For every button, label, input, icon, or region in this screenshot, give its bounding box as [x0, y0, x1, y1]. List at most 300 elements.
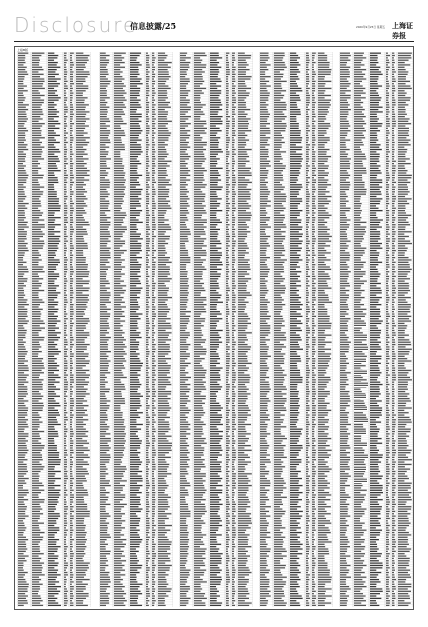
table-row — [99, 325, 173, 327]
table-row — [99, 358, 173, 360]
table-row — [259, 515, 333, 517]
table-row — [179, 470, 253, 472]
table-row — [17, 336, 91, 338]
table-row — [99, 94, 173, 96]
table-row — [17, 90, 91, 92]
table-row — [259, 179, 333, 181]
table-row — [17, 137, 91, 139]
table-row — [339, 141, 413, 143]
table-row — [339, 482, 413, 484]
table-row — [179, 484, 253, 486]
table-row — [339, 245, 413, 247]
table-row — [99, 412, 173, 414]
table-row — [179, 555, 253, 557]
table-row — [99, 299, 173, 301]
table-row — [179, 390, 253, 392]
table-row — [17, 228, 91, 230]
table-row — [99, 278, 173, 280]
table-row — [259, 318, 333, 320]
table-row — [17, 393, 91, 395]
table-row — [339, 325, 413, 327]
table-row — [17, 264, 91, 266]
table-row — [17, 473, 91, 475]
table-row — [339, 202, 413, 204]
table-row — [259, 416, 333, 418]
table-row — [339, 421, 413, 423]
table-row — [17, 550, 91, 552]
table-row — [339, 600, 413, 602]
table-row — [339, 282, 413, 284]
table-row — [339, 97, 413, 99]
table-row — [179, 419, 253, 421]
table-row — [339, 90, 413, 92]
table-row — [259, 442, 333, 444]
table-row — [259, 433, 333, 435]
table-row — [339, 475, 413, 477]
table-row — [99, 397, 173, 399]
table-row — [259, 165, 333, 167]
table-row — [259, 353, 333, 355]
table-row — [179, 130, 253, 132]
table-row — [179, 346, 253, 348]
table-row — [179, 329, 253, 331]
table-column-3-rows — [179, 52, 253, 607]
table-row — [339, 499, 413, 501]
table-row — [179, 336, 253, 338]
table-row — [17, 108, 91, 110]
table-row — [259, 264, 333, 266]
table-row — [179, 444, 253, 446]
table-row — [339, 560, 413, 562]
table-row — [179, 452, 253, 454]
table-row — [259, 193, 333, 195]
table-row — [259, 285, 333, 287]
table-row — [179, 287, 253, 289]
table-row — [179, 200, 253, 202]
table-row — [17, 278, 91, 280]
table-row — [179, 320, 253, 322]
table-row — [259, 160, 333, 162]
table-row — [17, 548, 91, 550]
table-row — [339, 534, 413, 536]
table-row — [339, 576, 413, 578]
table-row — [259, 315, 333, 317]
table-row — [259, 524, 333, 526]
table-row — [259, 226, 333, 228]
table-row — [339, 383, 413, 385]
table-row — [259, 115, 333, 117]
table-row — [17, 531, 91, 533]
table-row — [17, 308, 91, 310]
table-row — [339, 590, 413, 592]
table-row — [259, 548, 333, 550]
table-row — [339, 59, 413, 61]
table-row — [179, 209, 253, 211]
table-row — [99, 590, 173, 592]
table-row — [339, 83, 413, 85]
table-row — [259, 400, 333, 402]
table-row — [259, 407, 333, 409]
table-row — [339, 285, 413, 287]
table-row — [17, 94, 91, 96]
table-row — [339, 508, 413, 510]
table-row — [259, 170, 333, 172]
table-row — [179, 92, 253, 94]
table-row — [99, 221, 173, 223]
table-row — [179, 583, 253, 585]
table-row — [259, 550, 333, 552]
table-row — [259, 386, 333, 388]
table-row — [339, 470, 413, 472]
table-row — [99, 409, 173, 411]
table-row — [259, 217, 333, 219]
table-row — [179, 85, 253, 87]
table-row — [99, 101, 173, 103]
table-row — [259, 604, 333, 606]
table-row — [339, 336, 413, 338]
table-row — [99, 200, 173, 202]
table-row — [259, 137, 333, 139]
table-row — [339, 155, 413, 157]
table-row — [179, 303, 253, 305]
table-row — [99, 108, 173, 110]
table-row — [339, 546, 413, 548]
table-row — [99, 569, 173, 571]
table-row — [259, 350, 333, 352]
table-row — [99, 87, 173, 89]
table-row — [179, 456, 253, 458]
table-row — [99, 430, 173, 432]
table-row — [259, 513, 333, 515]
table-row — [99, 287, 173, 289]
table-row — [179, 167, 253, 169]
table-row — [339, 454, 413, 456]
table-row — [179, 447, 253, 449]
table-row — [339, 437, 413, 439]
table-row — [339, 132, 413, 134]
table-row — [179, 376, 253, 378]
table-row — [259, 153, 333, 155]
table-row — [179, 325, 253, 327]
table-row — [259, 447, 333, 449]
table-row — [339, 602, 413, 604]
table-row — [179, 567, 253, 569]
table-row — [179, 416, 253, 418]
table-row — [99, 61, 173, 63]
table-row — [259, 405, 333, 407]
table-row — [99, 365, 173, 367]
table-row — [339, 177, 413, 179]
table-row — [339, 313, 413, 315]
table-row — [259, 207, 333, 209]
table-row — [17, 151, 91, 153]
table-row — [339, 99, 413, 101]
table-row — [99, 238, 173, 240]
table-row — [179, 426, 253, 428]
table-column-4-rows — [259, 52, 333, 607]
table-row — [259, 390, 333, 392]
table-row — [259, 376, 333, 378]
table-row — [339, 306, 413, 308]
table-row — [259, 214, 333, 216]
table-row — [179, 78, 253, 80]
table-row — [259, 459, 333, 461]
table-row — [99, 374, 173, 376]
table-row — [17, 379, 91, 381]
table-row — [259, 527, 333, 529]
table-row — [99, 499, 173, 501]
table-row — [259, 452, 333, 454]
table-row — [339, 430, 413, 432]
table-row — [179, 61, 253, 63]
table-row — [339, 115, 413, 117]
table-row — [339, 184, 413, 186]
table-row — [339, 529, 413, 531]
table-row — [17, 233, 91, 235]
table-row — [259, 520, 333, 522]
table-row — [179, 449, 253, 451]
table-row — [17, 553, 91, 555]
table-row — [179, 513, 253, 515]
table-row — [17, 221, 91, 223]
table-row — [17, 426, 91, 428]
table-column-2 — [99, 52, 173, 607]
table-row — [259, 428, 333, 430]
table-row — [259, 423, 333, 425]
table-row — [179, 517, 253, 519]
table-row — [179, 68, 253, 70]
table-row — [179, 489, 253, 491]
table-row — [17, 339, 91, 341]
table-row — [99, 353, 173, 355]
table-row — [179, 536, 253, 538]
table-row — [17, 78, 91, 80]
table-row — [17, 238, 91, 240]
table-row — [179, 134, 253, 136]
table-row — [339, 207, 413, 209]
table-row — [99, 553, 173, 555]
table-row — [339, 494, 413, 496]
table-row — [259, 130, 333, 132]
table-row — [179, 184, 253, 186]
table-row — [259, 454, 333, 456]
table-row — [339, 108, 413, 110]
table-row — [259, 496, 333, 498]
table-row — [259, 510, 333, 512]
table-row — [259, 327, 333, 329]
table-row — [99, 193, 173, 195]
table-row — [259, 503, 333, 505]
table-row — [179, 174, 253, 176]
table-row — [179, 520, 253, 522]
table-row — [339, 259, 413, 261]
table-row — [339, 503, 413, 505]
table-row — [179, 468, 253, 470]
table-row — [179, 186, 253, 188]
table-row — [17, 186, 91, 188]
table-row — [179, 602, 253, 604]
table-row — [17, 454, 91, 456]
table-row — [99, 343, 173, 345]
table-row — [339, 275, 413, 277]
table-row — [259, 412, 333, 414]
table-row — [179, 350, 253, 352]
table-row — [99, 463, 173, 465]
table-row — [259, 334, 333, 336]
table-row — [259, 205, 333, 207]
table-row — [179, 282, 253, 284]
table-row — [99, 597, 173, 599]
table-row — [259, 99, 333, 101]
table-row — [339, 386, 413, 388]
table-row — [259, 249, 333, 251]
table-row — [17, 127, 91, 129]
table-row — [17, 560, 91, 562]
table-row — [17, 294, 91, 296]
table-row — [179, 141, 253, 143]
table-row — [179, 477, 253, 479]
table-row — [99, 581, 173, 583]
table-row — [99, 595, 173, 597]
table-row — [17, 181, 91, 183]
table-row — [17, 184, 91, 186]
table-row — [179, 280, 253, 282]
table-row — [99, 341, 173, 343]
table-row — [259, 57, 333, 59]
table-row — [99, 515, 173, 517]
table-row — [99, 134, 173, 136]
table-row — [259, 80, 333, 82]
table-row — [339, 362, 413, 364]
table-row — [259, 581, 333, 583]
table-row — [259, 188, 333, 190]
table-row — [179, 496, 253, 498]
table-row — [99, 289, 173, 291]
table-row — [179, 90, 253, 92]
table-row — [99, 226, 173, 228]
table-row — [259, 444, 333, 446]
table-row — [179, 341, 253, 343]
table-row — [259, 355, 333, 357]
table-row — [339, 287, 413, 289]
table-row — [17, 202, 91, 204]
table-row — [339, 557, 413, 559]
table-row — [179, 386, 253, 388]
table-row — [179, 487, 253, 489]
table-row — [259, 231, 333, 233]
table-row — [259, 369, 333, 371]
table-row — [179, 541, 253, 543]
table-row — [339, 569, 413, 571]
table-row — [99, 141, 173, 143]
table-row — [339, 271, 413, 273]
table-row — [17, 64, 91, 66]
table-row — [17, 449, 91, 451]
table-row — [259, 228, 333, 230]
table-row — [179, 527, 253, 529]
table-row — [339, 78, 413, 80]
table-row — [339, 520, 413, 522]
table-row — [17, 219, 91, 221]
table-row — [339, 353, 413, 355]
table-row — [259, 66, 333, 68]
table-row — [17, 414, 91, 416]
table-row — [99, 574, 173, 576]
table-row — [339, 459, 413, 461]
table-row — [179, 245, 253, 247]
table-column-1-rows — [17, 52, 91, 607]
table-row — [99, 501, 173, 503]
table-row — [99, 235, 173, 237]
table-row — [17, 374, 91, 376]
table-row — [17, 555, 91, 557]
table-row — [179, 59, 253, 61]
table-row — [339, 292, 413, 294]
table-row — [339, 348, 413, 350]
table-row — [17, 522, 91, 524]
table-row — [339, 588, 413, 590]
table-row — [179, 254, 253, 256]
table-row — [259, 254, 333, 256]
table-row — [259, 484, 333, 486]
table-row — [259, 329, 333, 331]
table-row — [259, 292, 333, 294]
table-row — [17, 538, 91, 540]
table-row — [17, 130, 91, 132]
table-column-4 — [259, 52, 333, 607]
table-row — [339, 170, 413, 172]
table-row — [179, 522, 253, 524]
table-row — [17, 466, 91, 468]
table-row — [17, 158, 91, 160]
table-row — [17, 433, 91, 435]
table-row — [339, 139, 413, 141]
table-row — [259, 588, 333, 590]
table-row — [259, 198, 333, 200]
table-row — [259, 358, 333, 360]
table-row — [179, 311, 253, 313]
table-row — [179, 459, 253, 461]
table-row — [259, 282, 333, 284]
table-row — [339, 564, 413, 566]
table-row — [99, 177, 173, 179]
table-row — [179, 578, 253, 580]
table-row — [339, 473, 413, 475]
table-row — [17, 148, 91, 150]
table-row — [179, 402, 253, 404]
table-row — [179, 52, 253, 54]
table-row — [179, 538, 253, 540]
table-row — [99, 419, 173, 421]
table-row — [339, 249, 413, 251]
table-row — [179, 569, 253, 571]
table-row — [99, 583, 173, 585]
table-row — [99, 571, 173, 573]
table-row — [99, 294, 173, 296]
table-row — [179, 475, 253, 477]
table-row — [339, 527, 413, 529]
table-row — [179, 195, 253, 197]
table-row — [259, 339, 333, 341]
table-row — [17, 280, 91, 282]
table-row — [17, 320, 91, 322]
table-row — [259, 365, 333, 367]
table-row — [259, 271, 333, 273]
table-row — [259, 487, 333, 489]
table-row — [99, 327, 173, 329]
table-row — [179, 466, 253, 468]
table-row — [259, 134, 333, 136]
